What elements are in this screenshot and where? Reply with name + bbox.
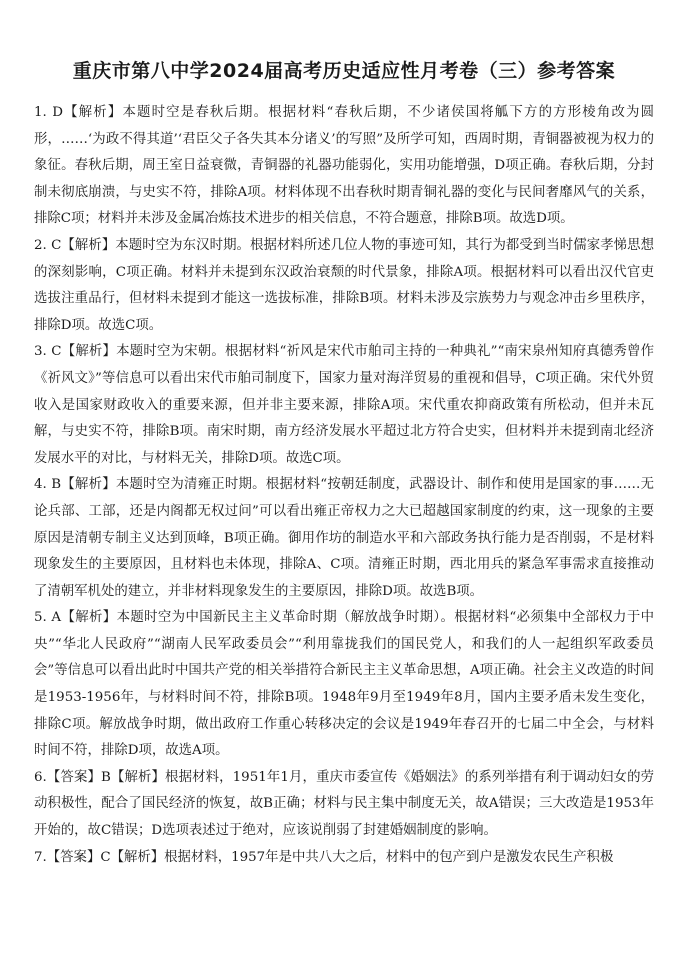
answer-item-1: 1. D【解析】本题时空是春秋后期。根据材料“春秋后期，不少诸侯国将觚下方的方形棱角改为圆形，……‘为政不得其道’‘君臣父子各失其本分诸义’的写照”及所学可知，西周时期，青铜器被视为权力的象征。春秋后期，周王室日益衰微，青铜器的礼器功能弱化，实用功能增强，D项正确。春秋后期，分封制未彻底崩溃，与史实不符，排除A项。材料体现不出春秋时期青铜礼器的变化与民间奢靡风气的关系，排除C项；材料并未涉及金属冶炼技术进步的相关信息，不符合题意，排除B项。故选D项。 — [34, 105, 654, 227]
answer-item-3: 3. C【解析】本题时空为宋朝。根据材料“祈风是宋代市舶司主持的一种典礼”“南宋泉州知府真德秀曾作《祈风文》”等信息可以看出宋代市舶司制度下，国家力量对海洋贸易的重视和倡导，C项正确。宋代外贸收入是国家财政收入的重要来源，但并非主要来源，排除A项。宋代重农抑商政策有所松动，但并未瓦解，与史实不符，排除B项。南宋时期，南方经济发展水平超过北方符合史实，但材料并未提到南北经济发展水平的对比，与材料无关，排除D项。故选C项。 — [34, 344, 654, 466]
answer-item-6: 6.【答案】B【解析】根据材料，1951年1月，重庆市委宣传《婚姻法》的系列举措有利于调动妇女的劳动积极性，配合了国民经济的恢复，故B正确；材料与民主集中制度无关，故A错误；三大改造是1953年开始的，故C错误；D选项表述过于绝对，应该说削弱了封建婚姻制度的影响。 — [34, 769, 654, 839]
answer-item-7: 7.【答案】C【解析】根据材料，1957年是中共八大之后，材料中的包产到户是激发农民生产积极 — [34, 849, 614, 865]
answer-item-2: 2. C【解析】本题时空为东汉时期。根据材料所述几位人物的事迹可知，其行为都受到当时儒家孝悌思想的深刻影响，C项正确。材料并未提到东汉政治衰颓的时代景象，排除A项。根据材料可以看出汉代官吏选拔注重品行，但材料未提到才能这一选拔标准，排除B项。材料未涉及宗族势力与观念冲击乡里秩序，排除D项。故选C项。 — [34, 237, 654, 333]
document-title: 重庆市第八中学2024届高考历史适应性月考卷（三）参考答案 — [72, 60, 616, 82]
answer-item-4: 4. B【解析】本题时空为清雍正时期。根据材料“按朝廷制度，武器设计、制作和使用是国家的事……无论兵部、工部，还是内阁都无权过问”可以看出雍正帝权力之大已超越国家制度的约束，这一现象的主要原因是清朝专制主义达到顶峰，B项正确。御用作坊的制造水平和六部政务执行能力是否削弱，不是材料现象发生的主要原因，且材料也未体现，排除A、C项。清雍正时期，西北用兵的紧急军事需求直接推动了清朝军机处的建立，并非材料现象发生的主要原因，排除D项。故选B项。 — [34, 477, 654, 599]
answer-item-5: 5. A【解析】本题时空为中国新民主主义革命时期（解放战争时期）。根据材料“必须集中全部权力于中央”“华北人民政府”“湖南人民军政委员会”“利用靠拢我们的国民党人，和我们的人一起组织军政委员会”等信息可以看出此时中国共产党的相关举措符合新民主主义革命思想，A项正确。社会主义改造的时间是1953-1956年，与材料时间不符，排除B项。1948年9月至1949年8月，国内主要矛盾未发生变化，排除C项。解放战争时期，做出政府工作重心转移决定的会议是1949年春召开的七届二中全会，与材料时间不符，排除D项，故选A项。 — [34, 610, 654, 759]
